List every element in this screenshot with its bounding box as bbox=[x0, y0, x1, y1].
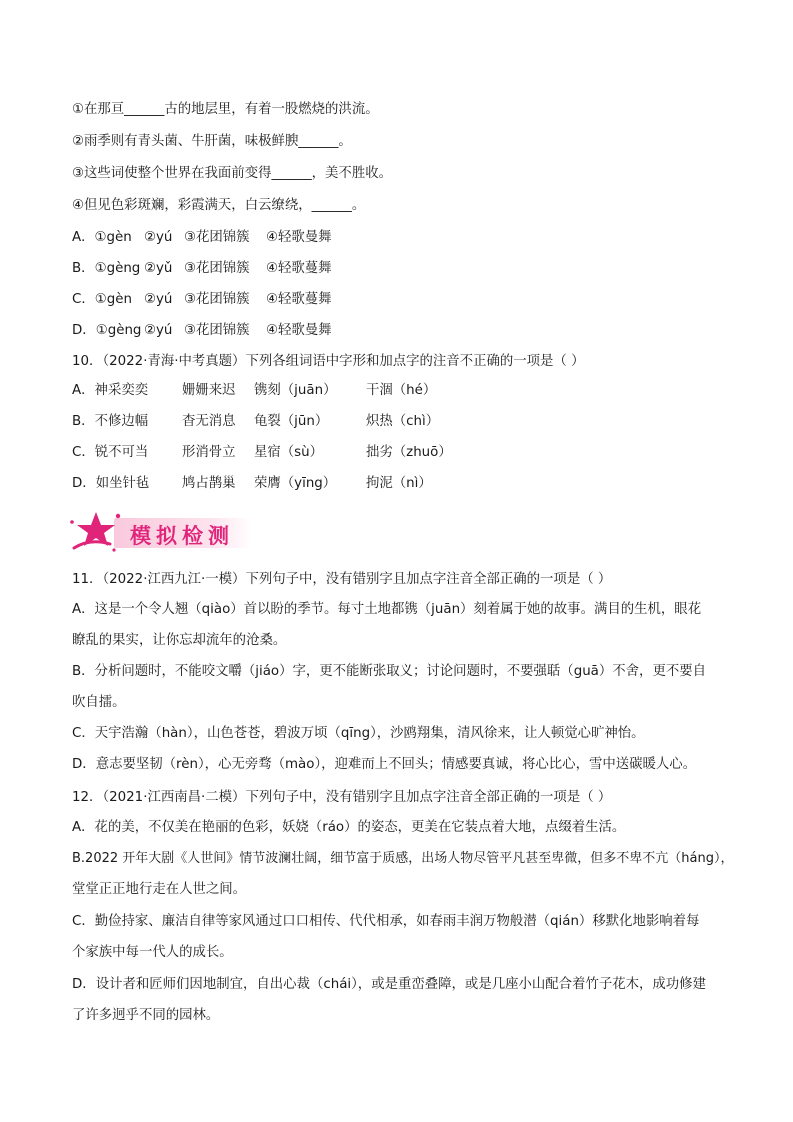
q12-line: A．花的美，不仅美在艳丽的色彩，妖娆（ráo）的姿态，更美在它装点着大地，点缀着生活。 bbox=[72, 820, 626, 835]
option-cell: 荣膺（yīng） bbox=[254, 476, 337, 491]
option-cell: A．神采奕奕 bbox=[72, 383, 149, 398]
section-title: 模拟检测 bbox=[130, 524, 234, 548]
q9-sentence-4: ④但见色彩斑斓，彩霞满天，白云缭绕，______。 bbox=[72, 198, 366, 213]
option-cell: ③花团锦簇 bbox=[184, 323, 250, 338]
section-header bbox=[66, 508, 256, 554]
option-cell: D．①gèng bbox=[72, 323, 142, 338]
q11-stem: 11．（2022·江西九江·一模）下列句子中，没有错别字且加点字注音全部正确的一项是（ ） bbox=[72, 572, 612, 587]
q9-option-c bbox=[72, 291, 332, 309]
q9-option-b bbox=[72, 260, 332, 278]
option-cell: ②yú bbox=[144, 323, 173, 338]
option-cell: 拙劣（zhuō） bbox=[366, 445, 452, 460]
q9-option-d bbox=[72, 322, 332, 340]
option-cell: A．①gèn bbox=[72, 230, 132, 245]
option-cell: C．锐不可当 bbox=[72, 445, 149, 460]
option-cell: 镌刻（juān） bbox=[254, 383, 337, 398]
q12-stem: 12．（2021·江西南昌·二模）下列句子中，没有错别字且加点字注音全部正确的一项是（ ） bbox=[72, 790, 612, 805]
q11-line: C．天宇浩瀚（hàn），山色苍苍，碧波万顷（qīng），沙鸥翔集，清风徐来，让人顿觉心旷神怡。 bbox=[72, 726, 645, 741]
option-cell: 星宿（sù） bbox=[254, 445, 324, 460]
q12-line: 个家族中每一代人的成长。 bbox=[72, 945, 233, 960]
option-cell: ④轻歌曼舞 bbox=[266, 230, 332, 245]
q9-sentence-1: ①在那亘______古的地层里，有着一股燃烧的洪流。 bbox=[72, 102, 379, 117]
option-cell: ③花团锦簇 bbox=[184, 261, 250, 276]
q12-line: 了许多迥乎不同的园林。 bbox=[72, 1008, 220, 1023]
q11-line: D．意志要坚韧（rèn），心无旁骛（mào），迎难而上不回头；情感要真诚，将心比心，雪中送碳暖人心。 bbox=[72, 757, 697, 772]
option-cell: 龟裂（jūn） bbox=[254, 414, 329, 429]
q12-line: B.2022 开年大剧《人世间》情节波澜壮阔，细节富于质感，出场人物尽管平凡甚至卑微，但多不卑不亢（háng）， bbox=[72, 851, 734, 866]
q12-line: D．设计者和匠师们因地制宜，自出心裁（chái），或是重峦叠障，或是几座小山配合着竹子花木，成功修建 bbox=[72, 977, 706, 992]
option-cell: D．如坐针毡 bbox=[72, 476, 150, 491]
star-icon bbox=[66, 508, 136, 556]
option-cell: 炽热（chì） bbox=[366, 414, 440, 429]
option-cell: 鸠占鹊巢 bbox=[182, 476, 236, 491]
option-cell: ③花团锦簇 bbox=[184, 230, 250, 245]
q9-sentence-3: ③这些词使整个世界在我面前变得______，美不胜收。 bbox=[72, 166, 392, 181]
option-cell: ②yǔ bbox=[144, 261, 173, 276]
q10-stem: 10．（2022·青海·中考真题）下列各组词语中字形和加点字的注音不正确的一项是（ ） bbox=[72, 354, 585, 369]
option-cell: B．①gèng bbox=[72, 261, 141, 276]
option-cell: 杳无消息 bbox=[182, 414, 236, 429]
q12-line: C．勤俭持家、廉洁自律等家风通过口口相传、代代相承，如春雨丰润万物般潜（qián）移默化地影响着每 bbox=[72, 914, 700, 929]
option-cell: C．①gèn bbox=[72, 292, 132, 307]
option-cell: 干涸（hé） bbox=[366, 383, 437, 398]
option-cell: 姗姗来迟 bbox=[182, 383, 236, 398]
option-cell: 拘泥（nì） bbox=[366, 476, 432, 491]
q11-line: 瞭乱的果实，让你忘却流年的沧桑。 bbox=[72, 633, 287, 648]
q9-sentence-2: ②雨季则有青头菌、牛肝菌，味极鲜腴______。 bbox=[72, 134, 352, 149]
q10-option-c bbox=[72, 444, 452, 462]
q9-option-a bbox=[72, 229, 332, 247]
q10-option-b bbox=[72, 413, 439, 431]
option-cell: ②yú bbox=[144, 292, 173, 307]
option-cell: ④轻歌曼舞 bbox=[266, 323, 332, 338]
option-cell: B．不修边幅 bbox=[72, 414, 149, 429]
q10-option-a bbox=[72, 382, 436, 400]
option-cell: 形消骨立 bbox=[182, 445, 236, 460]
q11-line: A．这是一个令人翘（qiào）首以盼的季节。每寸土地都镌（juān）刻着属于她的故事。满目的生机，眼花 bbox=[72, 602, 702, 617]
q11-line: 吹自擂。 bbox=[72, 695, 126, 710]
q11-line: B．分析问题时，不能咬文嚼（jiáo）字，更不能断张取义；讨论问题时，不要强聒（guā）不舍，更不要自 bbox=[72, 664, 707, 679]
option-cell: ④轻歌蔓舞 bbox=[266, 292, 332, 307]
option-cell: ④轻歌蔓舞 bbox=[266, 261, 332, 276]
q12-line: 堂堂正正地行走在人世之间。 bbox=[72, 882, 247, 897]
q10-option-d bbox=[72, 475, 432, 493]
option-cell: ②yú bbox=[144, 230, 173, 245]
option-cell: ③花团锦簇 bbox=[184, 292, 250, 307]
